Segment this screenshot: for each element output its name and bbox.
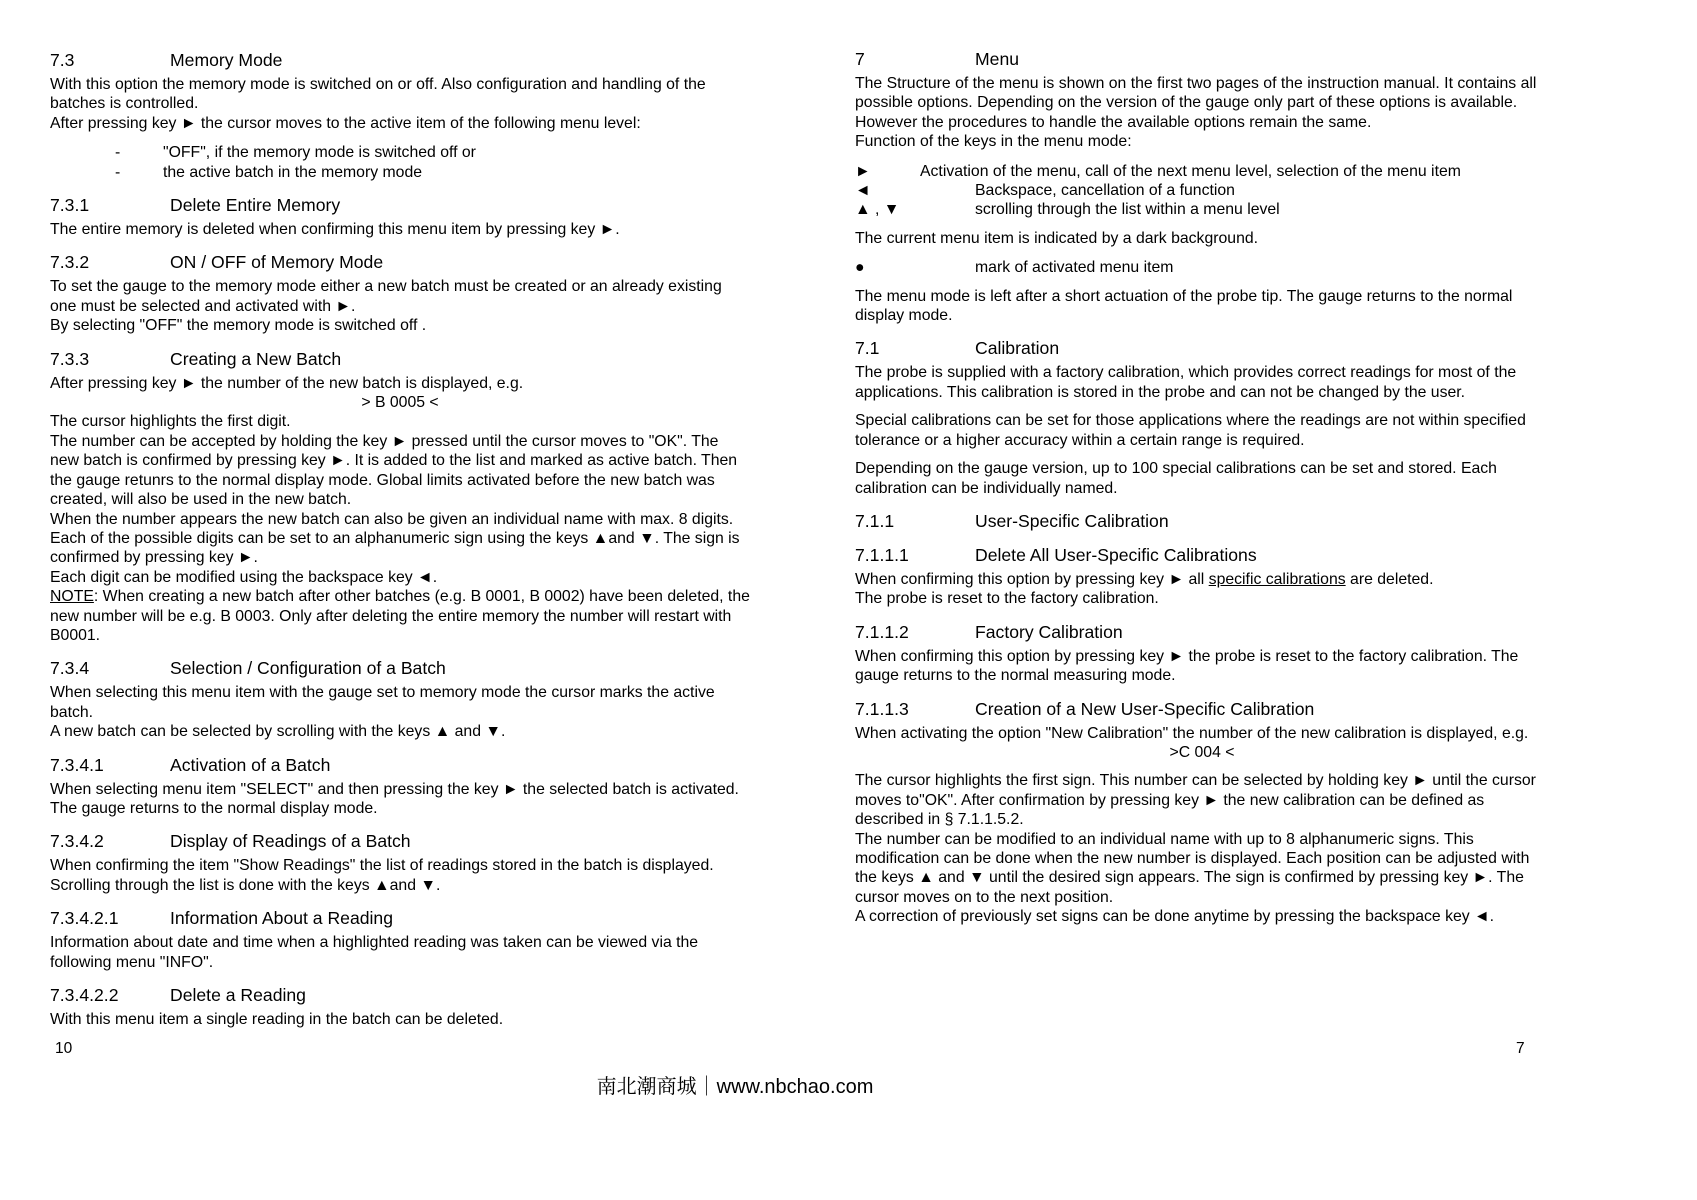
paragraph: The menu mode is left after a short actuation of the probe tip. The gauge returns to the normal display mode. (855, 287, 1513, 325)
section-title: Information About a Reading (170, 908, 394, 929)
paragraph: The number can be modified to an individual name with up to 8 alphanumeric signs. This modification can be done when the new number is displayed. Each position can be adjusted with the keys ▲ and ▼ until the desired sign appears. The sign is confirmed by pressing key ►. The cursor moves on to the next position. (855, 830, 1530, 906)
section-title: Creating a New Batch (170, 348, 342, 369)
arrow-right-key-icon: ► (855, 162, 871, 180)
paragraph: When confirming the item "Show Readings" the list of readings stored in the batch is displayed. Scrolling through the list is done with the keys ▲and ▼. (50, 857, 714, 894)
heading-7-1-1-1 (855, 545, 1549, 566)
paragraph: Each digit can be modified using the backspace key ◄. (50, 568, 438, 586)
display-example-batch-number: > B 0005 < (361, 394, 439, 412)
paragraph: To set the gauge to the memory mode either a new batch must be created or an already existing one must be selected and activated with ►. (50, 278, 722, 315)
section-title: Menu (975, 49, 1020, 69)
page-number-right: 7 (1516, 1040, 1525, 1057)
key-function-list (855, 162, 1549, 220)
key-description: mark of activated menu item (975, 259, 1174, 277)
heading-7-1-1-3 (855, 699, 1549, 720)
key-description: scrolling through the list within a menu level (975, 201, 1280, 219)
paragraph: The cursor highlights the first digit. (50, 413, 291, 431)
paragraph-text: are deleted. (1345, 570, 1434, 588)
section-number: 7.3.4.2.2 (50, 985, 119, 1005)
footer-watermark: 南北潮商城｜www.nbchao.com (596, 1076, 874, 1098)
paragraph (855, 570, 1549, 589)
paragraph: Function of the keys in the menu mode: (855, 133, 1132, 151)
section-title: Delete a Reading (170, 985, 306, 1005)
paragraph-text: When confirming this option by pressing key ► all (855, 570, 1209, 588)
heading-7-1-1 (855, 511, 1549, 532)
list-bullet: - (115, 144, 121, 162)
paragraph: By selecting "OFF" the memory mode is switched off . (50, 317, 427, 335)
paragraph: Depending on the gauge version, up to 100 special calibrations can be set and stored. Each calibration can be individually named. (855, 460, 1497, 497)
page-number-left: 10 (55, 1040, 73, 1057)
section-title: Activation of a Batch (170, 754, 331, 775)
heading-7-1 (855, 338, 1549, 359)
heading-7-3-4-2-2 (50, 985, 750, 1006)
section-number: 7.1.1.1 (855, 544, 909, 565)
list-bullet: - (115, 163, 121, 181)
key-function (855, 200, 1549, 219)
paragraph: Information about date and time when a highlighted reading was taken can be viewed via the following menu "INFO". (50, 934, 699, 971)
paragraph: The cursor highlights the first sign. This number can be selected by holding key ► until the cursor moves to"OK". After confirmation by pressing key ► the new calibration can be defined as described in § 7.1.1.5.2. (855, 772, 1536, 829)
note-text: : When creating a new batch after other batches (e.g. B 0001, B 0002) have been deleted, the new number will be e.g. B 0003. Only after deleting the entire memory the number will restart with B0001. (50, 588, 750, 644)
paragraph: The probe is reset to the factory calibration. (855, 590, 1159, 608)
paragraph: When confirming this option by pressing key ► the probe is reset to the factory calibration. The gauge returns to the normal measuring mode. (855, 647, 1519, 685)
arrow-up-down-keys-icon: ▲ , ▼ (855, 201, 900, 219)
section-title: Delete Entire Memory (170, 195, 341, 216)
paragraph: After pressing key ► the cursor moves to the active item of the following menu level: (50, 114, 641, 132)
paragraph: Special calibrations can be set for those applications where the readings are not within specified tolerance or a higher accuracy within a certain range is required. (855, 412, 1526, 449)
paragraph: After pressing key ► the number of the new batch is displayed, e.g. (50, 374, 524, 392)
section-number: 7 (855, 49, 865, 69)
section-title: Factory Calibration (975, 621, 1123, 642)
paragraph: The number can be accepted by holding the key ► pressed until the cursor moves to "OK". The new batch is confirmed by pressing key ►. It is added to the list and marked as active batch. Then the gauge retunrs to the normal display mode. Global limits activated before the new batch was created, will also be used in the new batch. (50, 432, 738, 509)
paragraph: When selecting this menu item with the gauge set to memory mode the cursor marks the active batch. (50, 684, 715, 721)
paragraph: With this option the memory mode is switched on or off. Also configuration and handling of the batches is controlled. (50, 76, 706, 113)
list-item (50, 143, 750, 162)
section-title: Calibration (975, 338, 1060, 359)
bullet-list (50, 143, 750, 182)
note-paragraph (50, 587, 750, 645)
heading-7-1-1-2 (855, 622, 1549, 643)
section-number: 7.3.4.2 (50, 831, 104, 852)
paragraph: When selecting menu item "SELECT" and then pressing the key ► the selected batch is activated. The gauge returns to the normal display mode. (50, 780, 739, 817)
paragraph: A new batch can be selected by scrolling with the keys ▲ and ▼. (50, 723, 506, 741)
right-column (855, 49, 1549, 927)
section-number: 7.3.4 (50, 658, 90, 679)
bullet-mark-icon: ● (855, 259, 865, 277)
section-title: Selection / Configuration of a Batch (170, 658, 446, 679)
paragraph: The probe is supplied with a factory calibration, which provides correct readings for most of the applications. This calibration is stored in the probe and can not be changed by the user. (855, 364, 1517, 401)
section-number: 7.1 (855, 338, 880, 359)
arrow-left-key-icon: ◄ (855, 182, 871, 200)
key-function-list (855, 258, 1549, 277)
heading-7 (855, 49, 1549, 70)
section-number: 7.3.4.2.1 (50, 908, 119, 929)
paragraph: A correction of previously set signs can be done anytime by pressing the backspace key ◄. (855, 908, 1495, 926)
section-number: 7.3 (50, 50, 75, 70)
paragraph: When activating the option "New Calibration" the number of the new calibration is displayed, e.g. (855, 724, 1529, 742)
heading-7-3-2 (50, 252, 750, 273)
list-item-text: the active batch in the memory mode (163, 163, 423, 181)
paragraph: When the number appears the new batch can also be given an individual name with max. 8 digits. Each of the possible digits can be set to an alphanumeric sign using the keys ▲and ▼. The sign is confirmed by pressing key ►. (50, 510, 740, 567)
heading-7-3-3 (50, 349, 750, 370)
display-example-calibration-number: >C 004 < (1169, 743, 1235, 761)
paragraph: With this menu item a single reading in the batch can be deleted. (50, 1011, 504, 1028)
heading-7-3-4-2-1 (50, 908, 750, 929)
paragraph: The entire memory is deleted when confirming this menu item by pressing key ►. (50, 221, 620, 239)
key-function (855, 258, 1549, 277)
section-number: 7.3.2 (50, 252, 90, 273)
key-description: Activation of the menu, call of the next menu level, selection of the menu item (920, 162, 1461, 180)
paragraph: The current menu item is indicated by a dark background. (855, 229, 1259, 247)
list-item-text: "OFF", if the memory mode is switched off or (163, 144, 476, 162)
section-title: Memory Mode (170, 50, 283, 70)
section-number: 7.1.1 (855, 510, 895, 531)
note-label: NOTE (50, 588, 94, 606)
heading-7-3-4 (50, 658, 750, 679)
section-title: ON / OFF of Memory Mode (170, 252, 384, 273)
heading-7-3 (50, 50, 750, 71)
underlined-text: specific calibrations (1208, 570, 1346, 588)
heading-7-3-4-1 (50, 755, 750, 776)
section-title: Creation of a New User-Specific Calibration (975, 698, 1315, 719)
section-title: User-Specific Calibration (975, 510, 1169, 531)
heading-7-3-1 (50, 195, 750, 216)
key-function (855, 181, 1549, 200)
paragraph: The Structure of the menu is shown on the first two pages of the instruction manual. It contains all possible options. Depending on the version of the gauge only part of these options is available. However the procedures to handle the available options remain the same. (855, 75, 1537, 131)
section-number: 7.3.4.1 (50, 754, 104, 775)
section-title: Display of Readings of a Batch (170, 831, 411, 852)
left-column (50, 50, 750, 1029)
key-description: Backspace, cancellation of a function (975, 182, 1235, 200)
section-number: 7.1.1.2 (855, 621, 909, 642)
section-number: 7.1.1.3 (855, 698, 909, 719)
section-number: 7.3.1 (50, 195, 90, 216)
section-title: Delete All User-Specific Calibrations (975, 544, 1257, 565)
section-number: 7.3.3 (50, 348, 90, 369)
heading-7-3-4-2 (50, 831, 750, 852)
list-item (50, 163, 750, 182)
key-function (855, 162, 1549, 181)
